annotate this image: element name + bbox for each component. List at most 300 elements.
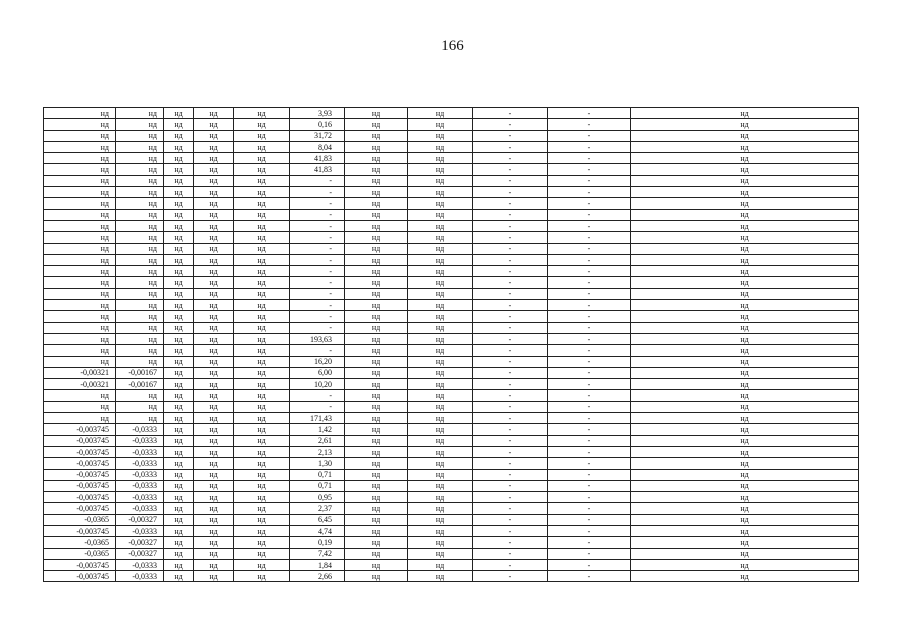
table-cell: нд: [631, 322, 859, 333]
table-cell: нд: [164, 458, 194, 469]
table-cell: -: [290, 300, 345, 311]
table-cell: -0,003745: [44, 480, 116, 491]
table-cell: нд: [234, 277, 290, 288]
table-cell: нд: [408, 198, 473, 209]
table-cell: -0,0333: [116, 469, 164, 480]
table-cell: нд: [345, 220, 408, 231]
table-cell: нд: [345, 300, 408, 311]
table-cell: -: [548, 266, 631, 277]
table-row: [44, 390, 859, 401]
table-cell: нд: [194, 345, 234, 356]
table-cell: -0,0333: [116, 492, 164, 503]
table-cell: -0,003745: [44, 424, 116, 435]
table-cell: нд: [164, 311, 194, 322]
table-cell: нд: [116, 175, 164, 186]
table-cell: -: [473, 537, 548, 548]
table-cell: нд: [408, 390, 473, 401]
table-cell: -: [290, 175, 345, 186]
table-cell: нд: [164, 220, 194, 231]
table-row: [44, 266, 859, 277]
table-cell: нд: [345, 537, 408, 548]
table-cell: нд: [194, 469, 234, 480]
table-cell: -0,00167: [116, 367, 164, 378]
table-cell: нд: [345, 209, 408, 220]
table-cell: -0,0333: [116, 559, 164, 570]
table-cell: -: [548, 514, 631, 525]
table-cell: нд: [408, 492, 473, 503]
table-cell: -0,0365: [44, 548, 116, 559]
table-cell: нд: [234, 537, 290, 548]
table-cell: нд: [116, 141, 164, 152]
table-row: [44, 548, 859, 559]
table-cell: нд: [194, 153, 234, 164]
table-cell: нд: [194, 480, 234, 491]
table-cell: -: [473, 559, 548, 570]
table-cell: -0,003745: [44, 446, 116, 457]
table-cell: нд: [234, 232, 290, 243]
table-cell: нд: [234, 401, 290, 412]
table-cell: -: [473, 232, 548, 243]
table-cell: -: [473, 333, 548, 344]
table-cell: нд: [345, 548, 408, 559]
table-cell: -: [548, 254, 631, 265]
table-cell: -: [290, 277, 345, 288]
table-cell: нд: [631, 345, 859, 356]
table-cell: нд: [116, 277, 164, 288]
table-cell: нд: [164, 571, 194, 582]
table-cell: нд: [234, 492, 290, 503]
table-cell: нд: [194, 187, 234, 198]
table-cell: нд: [116, 119, 164, 130]
table-cell: -: [548, 424, 631, 435]
table-cell: -0,0333: [116, 435, 164, 446]
table-cell: нд: [194, 379, 234, 390]
table-cell: нд: [631, 266, 859, 277]
table-cell: нд: [345, 153, 408, 164]
table-cell: нд: [116, 164, 164, 175]
table-cell: нд: [116, 333, 164, 344]
table-cell: -0,003745: [44, 458, 116, 469]
table-cell: -: [548, 503, 631, 514]
table-cell: нд: [116, 322, 164, 333]
table-cell: нд: [408, 514, 473, 525]
table-cell: 6,45: [290, 514, 345, 525]
table-cell: 8,04: [290, 141, 345, 152]
table-cell: нд: [408, 277, 473, 288]
table-cell: нд: [234, 141, 290, 152]
table-cell: -: [290, 390, 345, 401]
table-cell: -0,0333: [116, 458, 164, 469]
table-cell: -0,0333: [116, 480, 164, 491]
table-cell: нд: [345, 164, 408, 175]
table-cell: нд: [234, 254, 290, 265]
table-cell: нд: [408, 469, 473, 480]
table-cell: -0,0365: [44, 514, 116, 525]
table-cell: нд: [164, 108, 194, 119]
table-cell: нд: [164, 322, 194, 333]
table-cell: -: [473, 548, 548, 559]
table-cell: -0,003745: [44, 469, 116, 480]
table-cell: -: [290, 401, 345, 412]
table-cell: -0,003745: [44, 559, 116, 570]
table-cell: -: [473, 424, 548, 435]
table-cell: -: [548, 435, 631, 446]
table-cell: нд: [44, 345, 116, 356]
table-cell: нд: [408, 119, 473, 130]
table-cell: -0,0333: [116, 571, 164, 582]
table-cell: нд: [234, 446, 290, 457]
table-cell: нд: [194, 492, 234, 503]
table-cell: нд: [631, 571, 859, 582]
table-cell: нд: [44, 198, 116, 209]
table-cell: -: [473, 390, 548, 401]
table-cell: -0,00327: [116, 514, 164, 525]
table-cell: нд: [345, 390, 408, 401]
table-cell: нд: [345, 480, 408, 491]
table-cell: -: [473, 345, 548, 356]
table-cell: нд: [44, 220, 116, 231]
table-cell: нд: [234, 198, 290, 209]
table-cell: нд: [194, 254, 234, 265]
table-cell: нд: [345, 525, 408, 536]
table-cell: нд: [44, 119, 116, 130]
table-cell: нд: [631, 435, 859, 446]
table-cell: нд: [631, 379, 859, 390]
table-cell: нд: [44, 322, 116, 333]
table-cell: нд: [234, 108, 290, 119]
table-cell: нд: [345, 288, 408, 299]
table-cell: нд: [631, 187, 859, 198]
table-row: [44, 108, 859, 119]
table-cell: -: [290, 322, 345, 333]
table-cell: нд: [234, 153, 290, 164]
table-cell: нд: [44, 187, 116, 198]
table-cell: нд: [345, 559, 408, 570]
table-cell: нд: [631, 333, 859, 344]
table-cell: -: [548, 559, 631, 570]
table-cell: нд: [194, 141, 234, 152]
table-cell: нд: [164, 379, 194, 390]
table-cell: -: [473, 480, 548, 491]
table-cell: нд: [345, 333, 408, 344]
table-cell: нд: [345, 119, 408, 130]
table-cell: нд: [194, 559, 234, 570]
table-cell: нд: [194, 130, 234, 141]
table-cell: -0,0333: [116, 503, 164, 514]
table-cell: нд: [44, 243, 116, 254]
table-cell: -: [473, 401, 548, 412]
table-cell: нд: [234, 345, 290, 356]
table-cell: нд: [631, 525, 859, 536]
table-cell: -: [290, 243, 345, 254]
table-cell: нд: [164, 514, 194, 525]
table-cell: нд: [408, 446, 473, 457]
table-cell: -0,00321: [44, 379, 116, 390]
table-row: [44, 435, 859, 446]
table-cell: -: [290, 198, 345, 209]
table-cell: нд: [631, 390, 859, 401]
table-cell: нд: [234, 571, 290, 582]
table-row: [44, 300, 859, 311]
table-cell: нд: [194, 311, 234, 322]
table-cell: нд: [194, 108, 234, 119]
table-cell: -: [548, 379, 631, 390]
table-cell: -: [290, 220, 345, 231]
table-cell: нд: [194, 198, 234, 209]
table-cell: 31,72: [290, 130, 345, 141]
table-cell: нд: [345, 322, 408, 333]
table-cell: нд: [164, 435, 194, 446]
table-cell: нд: [116, 266, 164, 277]
table-cell: 0,95: [290, 492, 345, 503]
table-cell: 0,19: [290, 537, 345, 548]
table-cell: нд: [408, 356, 473, 367]
table-cell: 41,83: [290, 153, 345, 164]
table-cell: нд: [345, 401, 408, 412]
table-cell: нд: [234, 413, 290, 424]
table-cell: нд: [234, 435, 290, 446]
table-row: [44, 458, 859, 469]
table-cell: нд: [345, 379, 408, 390]
table-cell: нд: [164, 254, 194, 265]
page-number: 166: [441, 38, 464, 54]
table-cell: нд: [234, 390, 290, 401]
table-row: [44, 254, 859, 265]
table-row: [44, 356, 859, 367]
table-cell: нд: [345, 175, 408, 186]
table-cell: нд: [44, 311, 116, 322]
table-cell: -: [473, 367, 548, 378]
table-cell: нд: [631, 243, 859, 254]
table-cell: 0,71: [290, 480, 345, 491]
table-cell: нд: [164, 243, 194, 254]
table-cell: -: [548, 277, 631, 288]
table-cell: нд: [44, 266, 116, 277]
table-row: [44, 277, 859, 288]
table-cell: -: [548, 333, 631, 344]
table-cell: нд: [194, 537, 234, 548]
table-cell: нд: [194, 413, 234, 424]
table-cell: нд: [44, 108, 116, 119]
table-row: [44, 119, 859, 130]
table-cell: нд: [44, 153, 116, 164]
table-cell: нд: [164, 469, 194, 480]
table-cell: -: [548, 300, 631, 311]
table-cell: -: [548, 367, 631, 378]
table-cell: нд: [116, 232, 164, 243]
table-cell: нд: [44, 390, 116, 401]
table-cell: нд: [234, 379, 290, 390]
table-cell: нд: [164, 164, 194, 175]
table-row: [44, 401, 859, 412]
table-cell: нд: [116, 345, 164, 356]
table-cell: 0,71: [290, 469, 345, 480]
table-cell: -: [473, 130, 548, 141]
table-cell: -: [548, 175, 631, 186]
table-row: [44, 469, 859, 480]
table-cell: нд: [116, 108, 164, 119]
table-cell: нд: [194, 446, 234, 457]
table-cell: нд: [631, 220, 859, 231]
table-cell: нд: [345, 187, 408, 198]
table-cell: -: [548, 446, 631, 457]
table-cell: нд: [631, 254, 859, 265]
table-cell: нд: [44, 401, 116, 412]
table-row: [44, 175, 859, 186]
table-cell: нд: [408, 537, 473, 548]
table-cell: нд: [116, 198, 164, 209]
table-cell: -: [290, 288, 345, 299]
table-cell: -: [473, 413, 548, 424]
table-cell: нд: [408, 559, 473, 570]
table-cell: 16,20: [290, 356, 345, 367]
table-cell: -: [548, 480, 631, 491]
table-cell: -: [290, 345, 345, 356]
table-cell: нд: [194, 503, 234, 514]
table-row: [44, 130, 859, 141]
table-cell: -: [548, 209, 631, 220]
table-row: [44, 164, 859, 175]
table-cell: нд: [234, 164, 290, 175]
table-cell: -: [290, 266, 345, 277]
table-cell: -: [473, 119, 548, 130]
table-cell: -0,0333: [116, 446, 164, 457]
table-cell: нд: [408, 300, 473, 311]
table-cell: нд: [631, 537, 859, 548]
table-cell: -0,003745: [44, 571, 116, 582]
table-cell: нд: [164, 401, 194, 412]
table-cell: -: [548, 458, 631, 469]
table-cell: нд: [234, 503, 290, 514]
table-cell: нд: [164, 300, 194, 311]
table-cell: нд: [408, 175, 473, 186]
table-cell: нд: [116, 153, 164, 164]
table-cell: -0,003745: [44, 503, 116, 514]
table-cell: нд: [234, 548, 290, 559]
table-cell: нд: [234, 559, 290, 570]
table-cell: нд: [345, 503, 408, 514]
table-cell: нд: [164, 119, 194, 130]
table-cell: нд: [408, 130, 473, 141]
table-cell: -: [548, 469, 631, 480]
table-cell: нд: [116, 413, 164, 424]
table-cell: нд: [631, 153, 859, 164]
table-cell: нд: [164, 367, 194, 378]
table-cell: -: [548, 153, 631, 164]
table-cell: 1,30: [290, 458, 345, 469]
table-cell: нд: [194, 514, 234, 525]
table-cell: -: [548, 390, 631, 401]
table-cell: нд: [345, 469, 408, 480]
table-cell: нд: [194, 266, 234, 277]
table-cell: нд: [345, 435, 408, 446]
table-cell: -0,003745: [44, 435, 116, 446]
table-row: [44, 480, 859, 491]
table-cell: нд: [234, 356, 290, 367]
table-row: [44, 571, 859, 582]
table-cell: нд: [44, 232, 116, 243]
table-cell: нд: [234, 209, 290, 220]
table-cell: нд: [345, 130, 408, 141]
table-cell: нд: [408, 153, 473, 164]
table-cell: нд: [631, 469, 859, 480]
table-cell: нд: [408, 480, 473, 491]
table-cell: 10,20: [290, 379, 345, 390]
table-cell: нд: [194, 232, 234, 243]
table-cell: нд: [408, 435, 473, 446]
table-cell: нд: [194, 571, 234, 582]
table-cell: -: [548, 322, 631, 333]
table-cell: -: [473, 164, 548, 175]
table-cell: нд: [234, 322, 290, 333]
table-cell: -: [473, 266, 548, 277]
table-cell: нд: [44, 254, 116, 265]
table-row: [44, 322, 859, 333]
table-cell: -: [473, 435, 548, 446]
table-cell: нд: [345, 198, 408, 209]
table-cell: 6,00: [290, 367, 345, 378]
table-cell: нд: [164, 525, 194, 536]
table-cell: нд: [408, 322, 473, 333]
table-cell: нд: [164, 537, 194, 548]
table-cell: нд: [234, 130, 290, 141]
table-cell: нд: [194, 458, 234, 469]
table-cell: -0,00327: [116, 548, 164, 559]
table-cell: -: [473, 492, 548, 503]
table-cell: нд: [234, 480, 290, 491]
table-cell: -: [548, 220, 631, 231]
table-cell: нд: [408, 164, 473, 175]
table-cell: 193,63: [290, 333, 345, 344]
table-cell: нд: [116, 311, 164, 322]
table-cell: -: [473, 525, 548, 536]
table-row: [44, 198, 859, 209]
table-cell: нд: [44, 141, 116, 152]
table-row: [44, 345, 859, 356]
table-cell: нд: [234, 187, 290, 198]
table-cell: нд: [631, 480, 859, 491]
table-row: [44, 220, 859, 231]
table-cell: нд: [408, 413, 473, 424]
table-cell: нд: [194, 288, 234, 299]
table-cell: -: [473, 311, 548, 322]
table-cell: нд: [116, 254, 164, 265]
table-cell: нд: [234, 266, 290, 277]
table-cell: нд: [116, 220, 164, 231]
table-cell: нд: [345, 108, 408, 119]
table-cell: -: [548, 345, 631, 356]
table-row: [44, 232, 859, 243]
table-row: [44, 559, 859, 570]
table-cell: -: [548, 119, 631, 130]
table-cell: -: [290, 187, 345, 198]
table-cell: нд: [631, 492, 859, 503]
table-cell: нд: [408, 401, 473, 412]
table-cell: нд: [164, 559, 194, 570]
table-cell: нд: [408, 108, 473, 119]
table-cell: нд: [408, 333, 473, 344]
table-cell: нд: [194, 435, 234, 446]
table-cell: -0,00327: [116, 537, 164, 548]
table-cell: -: [473, 514, 548, 525]
table-cell: нд: [164, 209, 194, 220]
table-cell: 2,61: [290, 435, 345, 446]
table-cell: нд: [631, 356, 859, 367]
table-cell: нд: [631, 367, 859, 378]
table-cell: -: [473, 571, 548, 582]
table-row: [44, 311, 859, 322]
table-cell: -: [473, 446, 548, 457]
